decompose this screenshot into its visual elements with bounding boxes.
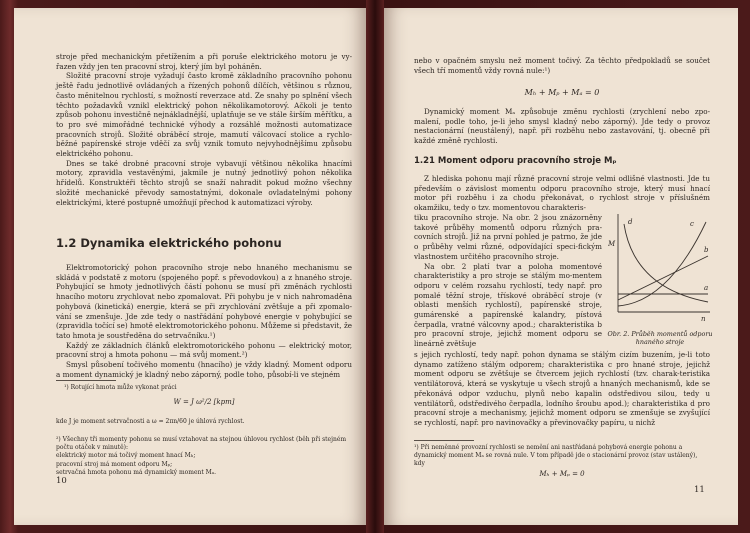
footnote-rule xyxy=(56,380,116,381)
footnote-rule xyxy=(414,440,474,441)
left-page xyxy=(14,8,366,525)
torque-characteristics-figure xyxy=(608,210,714,328)
footnote-2 xyxy=(56,436,352,477)
footnote-line: elektrický motor má točivý moment hnací Mₕ; xyxy=(56,452,196,460)
page-number-right: 11 xyxy=(694,485,705,495)
footnote-line: ²) Všechny tři momenty pohonu se musí vztahovat na stejnou úhlovou rychlost (běh při stejném počtu otáček v minutě): xyxy=(56,436,347,452)
left-body-text xyxy=(56,263,352,379)
narrow-column-text xyxy=(414,213,602,349)
book-gutter xyxy=(366,0,384,533)
footnote-line: pracovní stroj má moment odporu Mₚ; xyxy=(56,460,173,468)
moment-equation: Mₕ + Mₚ + Mₐ = 0 xyxy=(524,88,600,97)
paragraph: Smysl působení točivého momentu (hnacího) je vždy kladný. Moment odporu a moment dynamický je kladný nebo záporný, podle toho, působí-li ve stejném xyxy=(56,360,352,379)
dynamic-moment-text xyxy=(414,107,710,146)
figure-caption: Obr. 2. Průběh momentů odporu hnaného stroje xyxy=(607,330,713,346)
paragraph: Z hlediska pohonu mají různé pracovní stroje velmi odlišné vlastnosti. Jde tu především o závislost momentu odporu pracovního stroje, který musí hnací motor při rozběhu i za chodu překonávat, o rychlost stroje v příslušném okamžiku, tedy o tzv. momentovou charakteris- xyxy=(414,174,710,213)
right-top-text xyxy=(414,56,710,75)
paragraph: nebo v opačném smyslu než moment točivý. Za těchto předpokladů se součet všech tří momentů vždy rovná nule:¹) xyxy=(414,56,710,75)
left-top-text xyxy=(56,52,352,207)
paragraph: Dynamický moment Mₐ způsobuje změnu rychlosti (zrychlení nebo zpo-malení, podle toho, je-li jeho smysl kladný nebo záporný). Jde tedy o provoz nestacionární (neustálený), např. při rozběhu nebo zastavování, tj. obecně při každé změně rychlosti. xyxy=(414,107,710,146)
label-b: b xyxy=(704,246,709,254)
paragraph: Každý ze základních článků elektromotorického pohonu — elektrický motor, pracovní stroj a hmota pohonu — má svůj moment.²) xyxy=(56,340,352,360)
paragraph: Složité pracovní stroje vyžadují často kromě základního pracovního pohonu ještě řadu jednotlivě ovládaných a řízených pohonů dílčích, většinou s různou, často měnitelnou rychlostí, s možností reverzace atd. Ze snahy po splnění všech těchto požadavků vznikl elektrický pohon několikamotorový. Ačkoli je tento způsob pohonu investičně nejnákladnější, uplatňuje se ve stále širším měřítku, a to pro své mimořádné technické výhody a rozsáhlé možnosti automatizace pracovních strojů. Složité obráběcí stroje, mamutí válcovací stolice a rychlo-běžné papírenské stroje vděčí za svůj vznik tomuto nejvyhodnějšímu způsobu elektrického pohonu. xyxy=(56,71,352,159)
footnote-1-equation: W = J ω²/2 [kpm] xyxy=(173,398,235,406)
section-intro-text xyxy=(414,174,710,213)
paragraph: Elektromotorický pohon pracovního stroje nebo hnaného mechanismu se skládá v podstatě z motoru (spojeného popř. s převodovkou) a z hnaného stroje. Pohybující se hmoty jednotlivých částí pohonu se musí při změnách rychlosti hnacího motoru zrychlovat nebo zpomalovat. Při pohybu je v nich nahromaděna pohybová (kinetická) energie, která se při zrychlování zvětšuje a při zpomalo-vání se zmenšuje. Jde zde tedy o nastřádání pohybové energie v pohybující se (zpravidla točící se) hmotě elektromotorického pohonu. Můžeme si představit, že tato hmota je soustředěna do setrvačníku.¹) xyxy=(56,263,352,340)
paragraph: s jejich rychlostí, tedy např. pohon dynama se stálým cizím buzením, je-li toto dynamo zatíženo stálým odporem; charakteristika c pro hnané stroje, jejichž moment odporu se zvětšuje se čtvercem jejich rychlostí (tzv. charak-teristika ventilátorová, která se vyskytuje u všech strojů a hnaných mechanismů, kde se překonává odpor vzduchu, plynů nebo kapalin odstředivou silou, tedy u ventilátorů, odstředivého čerpadla, lodního šroubu apod.); charakteristika d pro pracovní stroje a mechanismy, jejichž moment odporu se zmenšuje se zvyšující se rychlostí, např. pro navinovačky a převinovačky papíru, u nichž xyxy=(414,350,710,427)
right-page xyxy=(384,8,738,525)
section-heading: 1.2 Dynamika elektrického pohonu xyxy=(56,236,282,250)
footnote-line: setrvačná hmota pohonu má dynamický moment Mₐ. xyxy=(56,468,217,476)
curve-b xyxy=(618,256,708,300)
paragraph: tiku pracovního stroje. Na obr. 2 jsou znázorněny takové průběhy momentů odporu různých pra-covních strojů. Již na první pohled je patrno, že jde o průběhy velmi různé, odpovídající speci-fickým vlastnostem určitého pracovního stroje. xyxy=(414,213,602,261)
label-c: c xyxy=(690,220,694,228)
right-footnote: ¹) Při neměnné provozní rychlosti se nemění ani nastřádaná pohybová energie pohonu a dynamický moment Mₐ se rovná nule. V tom případě jde o stacionární provoz (stav ustálený), kdy xyxy=(414,444,698,468)
paragraph: Na obr. 2 platí tvar a poloha momentové charakteristiky a pro stroje se stálým mo-mentem odporu v celém rozsahu rychlostí, tedy např. pro pomalé těžní stroje, třískové obráběcí stroje (v oblasti menších rychlostí), papírenské stroje, gumárenské a papírenské kalandry, pístová čerpadla, vratné válcovny apod.; charakteristika b pro pracovní stroje, jejichž moment odporu se lineárně zvětšuje xyxy=(414,261,602,349)
label-a: a xyxy=(704,284,709,292)
axis-y-label: M xyxy=(608,240,616,248)
paragraph: Dnes se také drobné pracovní stroje vybavují většinou několika hnacími motory, zpravidla vestavěnými, jakmile je nutný jednotlivý pohon několika hřídelů. Konstruktéři těchto strojů se snaží nahradit pokud možno všechny složité mechanické převody samostatnými, dokonale ovladatelnými pohony elektrickými, které postupně umožňují přechod k automatizaci výroby. xyxy=(56,158,352,207)
page-number-left: 10 xyxy=(56,476,67,486)
footnote-1: ¹) Rotující hmota může vykonat práci xyxy=(64,384,177,391)
subsection-heading: 1.21 Moment odporu pracovního stroje Mₚ xyxy=(414,156,617,166)
label-d: d xyxy=(628,218,633,226)
right-footnote-equation: Mₕ + Mₚ = 0 xyxy=(539,470,585,478)
curve-d xyxy=(624,224,708,302)
paragraph: stroje před mechanickým přetížením a při poruše elektrického motoru je vy-řazen vždy jen ten pracovní stroj, který jím byl poháněn. xyxy=(56,52,352,71)
axis-x-label: n xyxy=(701,315,706,323)
footnote-1-where: kde J je moment setrvačnosti a ω = 2πn/60 je úhlová rychlost. xyxy=(56,418,245,425)
wide-text xyxy=(414,350,710,428)
